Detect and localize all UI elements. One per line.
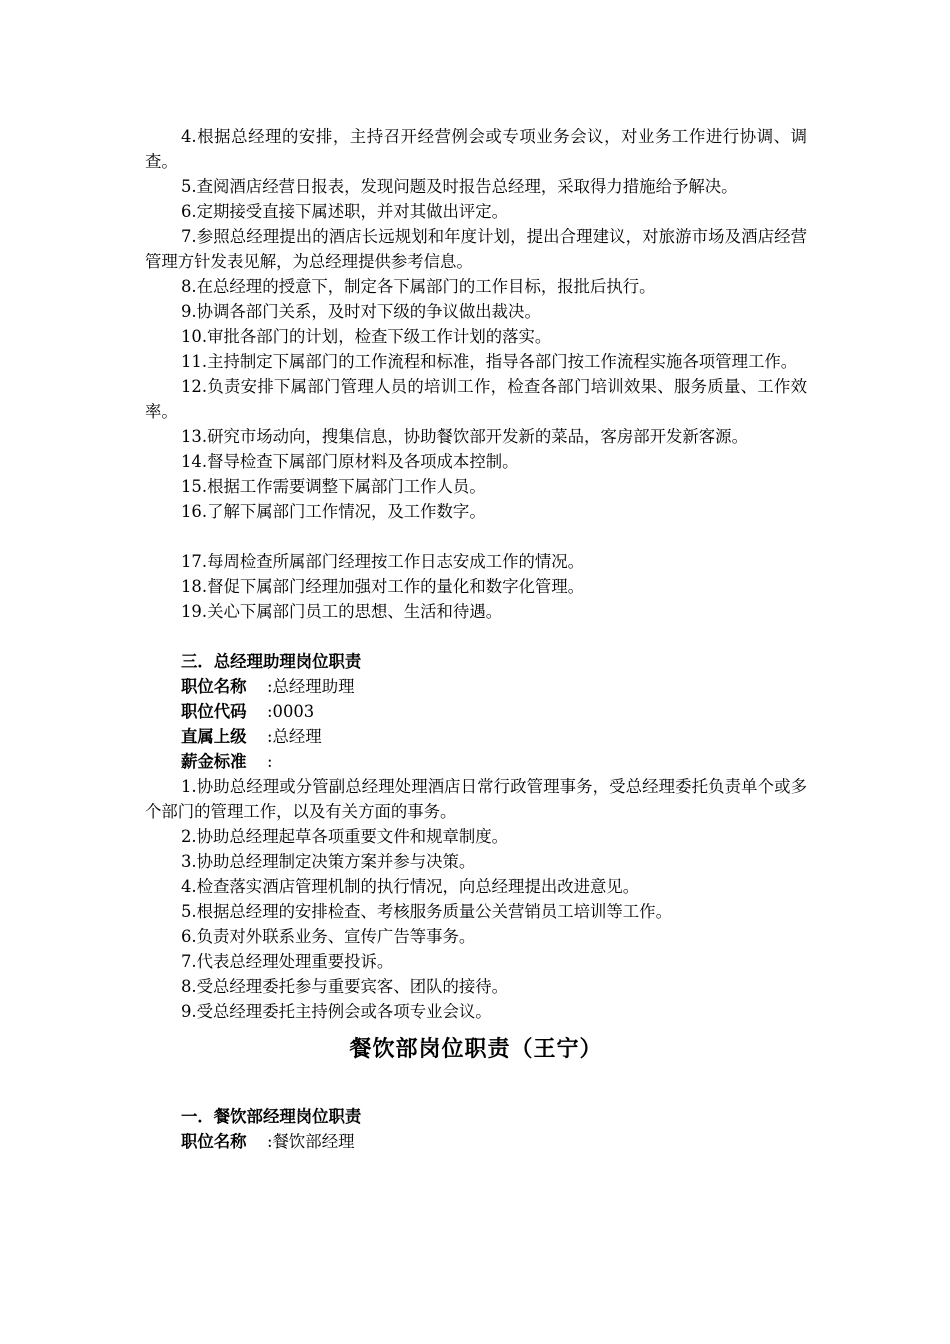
field-label: 职位代码 — [181, 702, 247, 721]
duty-item: 18.督促下属部门经理加强对工作的量化和数字化管理。 — [181, 577, 585, 596]
field-label: 职位名称 — [181, 677, 247, 696]
duty-item: 12.负责安排下属部门管理人员的培训工作，检查各部门培训效果、服务质量、工作效率。 — [145, 377, 807, 421]
document-page — [145, 124, 807, 1154]
duty-item: 6.定期接受直接下属述职，并对其做出评定。 — [181, 202, 509, 221]
field-label: 直属上级 — [181, 727, 247, 746]
field-value: : — [267, 752, 273, 771]
field-value: :0003 — [267, 702, 315, 721]
duty-item: 2.协助总经理起草各项重要文件和规章制度。 — [181, 827, 509, 846]
field-position-name — [145, 674, 807, 699]
field-salary — [145, 749, 807, 774]
field-label: 职位名称 — [181, 1132, 247, 1151]
field-value: :总经理 — [267, 727, 322, 746]
field-position-name — [145, 1129, 807, 1154]
duty-item: 7.参照总经理提出的酒店长远规划和年度计划，提出合理建议，对旅游市场及酒店经营管理方针发表见解，为总经理提供参考信息。 — [145, 227, 807, 271]
duty-item: 17.每周检查所属部门经理按工作日志安成工作的情况。 — [181, 552, 585, 571]
duty-item: 13.研究市场动向，搜集信息，协助餐饮部开发新的菜品，客房部开发新客源。 — [181, 427, 748, 446]
duty-item: 10.审批各部门的计划，检查下级工作计划的落实。 — [181, 327, 552, 346]
field-direct-superior — [145, 724, 807, 749]
duty-item: 9.受总经理委托主持例会或各项专业会议。 — [181, 1002, 492, 1021]
duty-item: 8.在总经理的授意下，制定各下属部门的工作目标，报批后执行。 — [181, 277, 656, 296]
duty-item: 14.督导检查下属部门原材料及各项成本控制。 — [181, 452, 519, 471]
duty-item: 3.协助总经理制定决策方案并参与决策。 — [181, 852, 476, 871]
duty-item: 15.根据工作需要调整下属部门工作人员。 — [181, 477, 486, 496]
duty-item: 1.协助总经理或分管副总经理处理酒店日常行政管理事务，受总经理委托负责单个或多个部门的管理工作，以及有关方面的事务。 — [145, 777, 807, 821]
field-label: 薪金标准 — [181, 752, 247, 771]
chapter-title: 餐饮部岗位职责（王宁） — [349, 1036, 603, 1062]
field-position-code — [145, 699, 807, 724]
duty-item: 6.负责对外联系业务、宣传广告等事务。 — [181, 927, 476, 946]
duty-item: 8.受总经理委托参与重要宾客、团队的接待。 — [181, 977, 509, 996]
blank-line — [145, 524, 807, 549]
duty-item: 4.根据总经理的安排，主持召开经营例会或专项业务会议，对业务工作进行协调、调查。 — [145, 127, 807, 171]
duty-item: 16.了解下属部门工作情况，及工作数字。 — [181, 502, 486, 521]
duty-item: 4.检查落实酒店管理机制的执行情况，向总经理提出改进意见。 — [181, 877, 640, 896]
field-value: :餐饮部经理 — [267, 1132, 355, 1151]
blank-line — [145, 624, 807, 649]
duty-item: 5.根据总经理的安排检查、考核服务质量公关营销员工培训等工作。 — [181, 902, 672, 921]
section-heading: 一．餐饮部经理岗位职责 — [181, 1107, 362, 1126]
duty-item: 9.协调各部门关系，及时对下级的争议做出裁决。 — [181, 302, 541, 321]
duty-item: 7.代表总经理处理重要投诉。 — [181, 952, 394, 971]
duty-item: 11.主持制定下属部门的工作流程和标准，指导各部门按工作流程实施各项管理工作。 — [181, 352, 798, 371]
duty-item: 5.查阅酒店经营日报表，发现问题及时报告总经理，采取得力措施给予解决。 — [181, 177, 738, 196]
field-value: :总经理助理 — [267, 677, 355, 696]
section-heading: 三．总经理助理岗位职责 — [181, 652, 362, 671]
duty-item: 19.关心下属部门员工的思想、生活和待遇。 — [181, 602, 503, 621]
